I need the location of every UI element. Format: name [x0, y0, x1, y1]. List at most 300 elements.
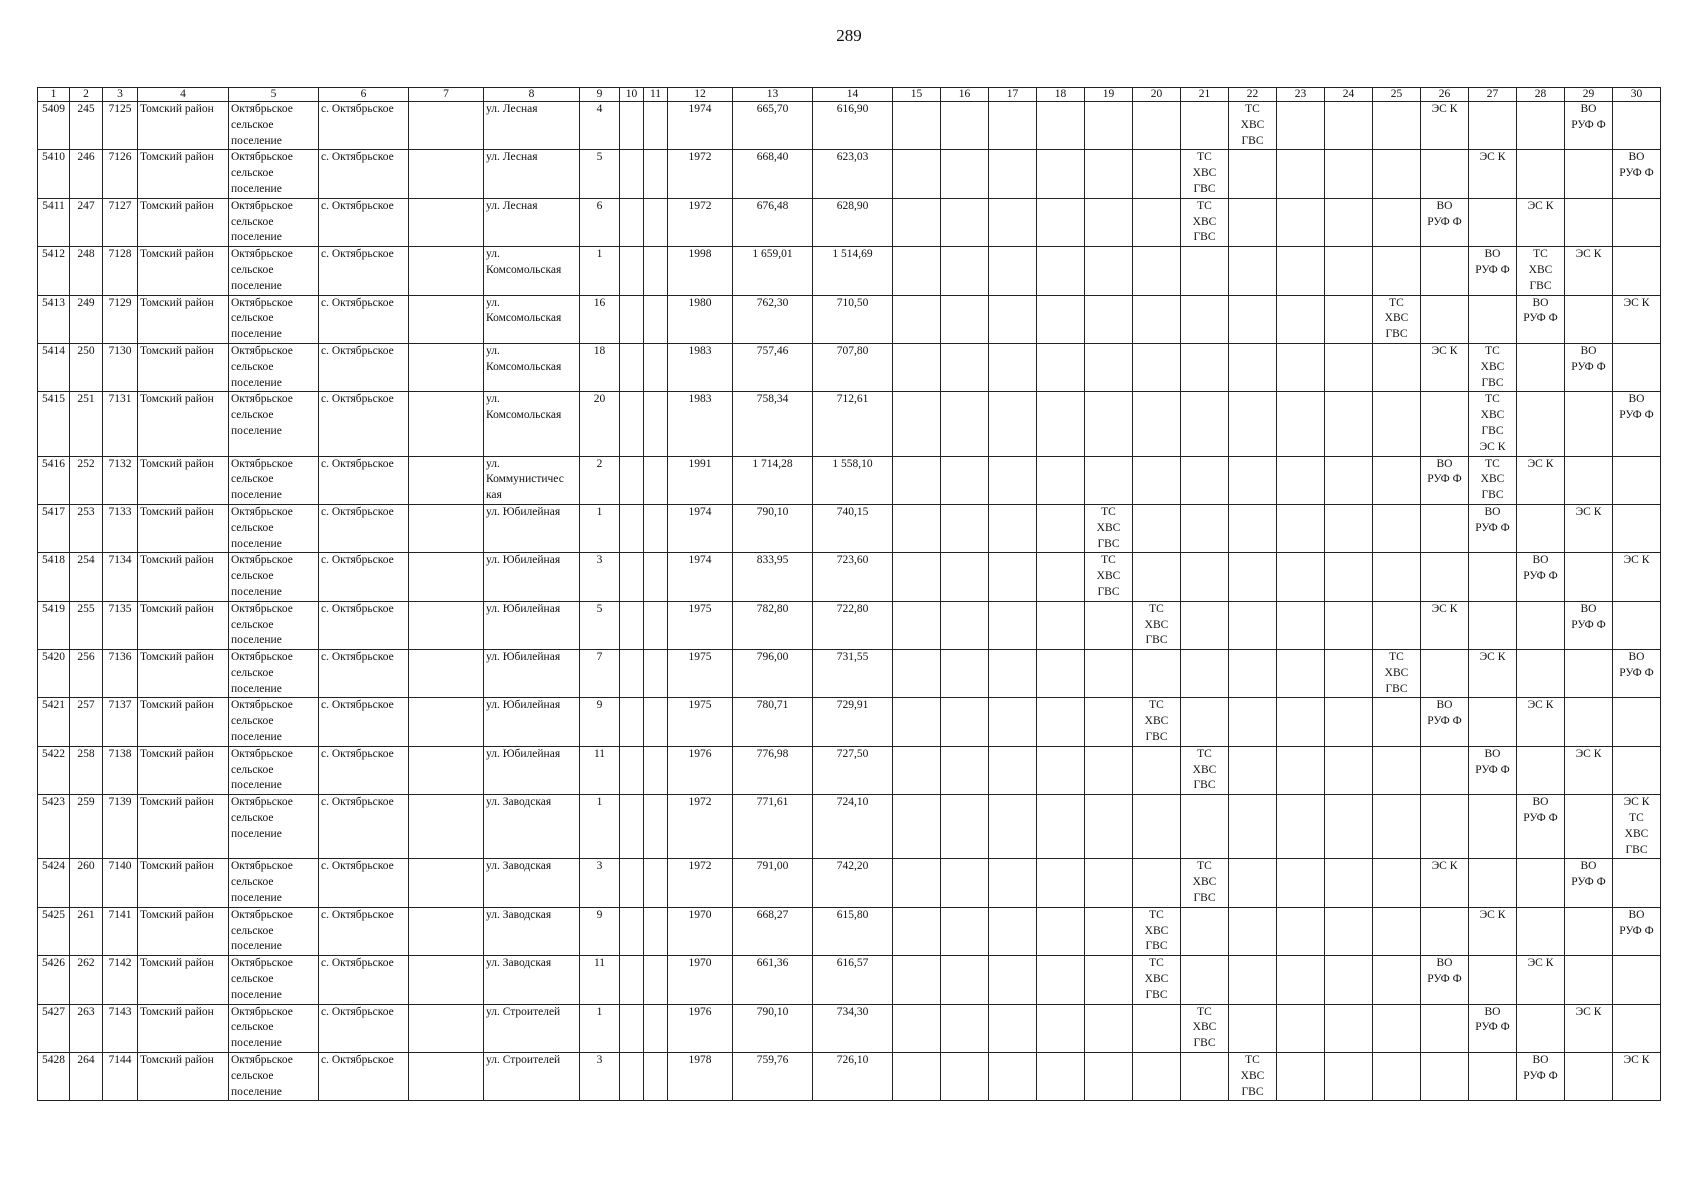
work-mark-cell-16 [941, 746, 989, 794]
code-cell: 7132 [103, 456, 138, 504]
code-cell: 7143 [103, 1004, 138, 1052]
cell-line: ЭС К [1479, 651, 1506, 664]
work-mark-cell-29 [1565, 295, 1613, 343]
work-mark-cell-30 [1613, 392, 1661, 456]
locality-cell: с. Октябрьское [319, 795, 409, 859]
cell-line: РУФ Ф [1571, 618, 1606, 631]
cell-line: ул. [486, 296, 500, 309]
work-mark-cell-21 [1181, 102, 1229, 150]
cell-line: кая [486, 489, 502, 502]
cell-line: ТС [1245, 103, 1260, 115]
column-11-cell [644, 198, 668, 246]
cell-line: ул. Юбилейная [486, 699, 561, 712]
cell-line: ВО [1532, 1054, 1549, 1067]
settlement-cell [229, 907, 319, 955]
work-mark-cell-23 [1277, 1053, 1325, 1101]
work-mark-cell-29 [1565, 150, 1613, 198]
work-mark-cell-26 [1421, 295, 1469, 343]
street-cell [484, 150, 580, 198]
district-cell: Томский район [138, 601, 229, 649]
work-mark-cell-19 [1085, 392, 1133, 456]
street-cell [484, 1053, 580, 1101]
index-cell: 254 [70, 553, 103, 601]
living-area-cell: 710,50 [813, 295, 893, 343]
work-mark-cell-30 [1613, 650, 1661, 698]
street-cell [484, 1004, 580, 1052]
living-area-cell: 623,03 [813, 150, 893, 198]
work-mark-cell-26 [1421, 102, 1469, 150]
column-10-cell [620, 650, 644, 698]
settlement-cell [229, 504, 319, 552]
work-mark-cell-18 [1037, 392, 1085, 456]
table-row [38, 553, 1661, 601]
cell-line: сельское [231, 570, 274, 583]
record-number-cell: 5413 [38, 295, 70, 343]
work-mark-cell-18 [1037, 956, 1085, 1004]
work-mark-cell-19 [1085, 295, 1133, 343]
column-header-16: 16 [941, 88, 989, 102]
code-cell: 7127 [103, 198, 138, 246]
work-mark-cell-29 [1565, 553, 1613, 601]
work-mark-cell-25 [1373, 1053, 1421, 1101]
cell-line: Октябрьское [231, 457, 293, 470]
district-cell: Томский район [138, 650, 229, 698]
work-mark-cell-15 [893, 553, 941, 601]
cell-line: ХВС [1192, 876, 1217, 889]
work-mark-cell-16 [941, 343, 989, 391]
house-number-cell: 1 [580, 1004, 620, 1052]
work-mark-cell-23 [1277, 1004, 1325, 1052]
cell-line: ВО [1532, 796, 1549, 809]
locality-cell: с. Октябрьское [319, 698, 409, 746]
work-mark-cell-16 [941, 1053, 989, 1101]
cell-line: сельское [231, 118, 274, 131]
table-row [38, 907, 1661, 955]
column-10-cell [620, 956, 644, 1004]
work-mark-cell-17 [989, 859, 1037, 907]
work-mark-cell-22 [1229, 102, 1277, 150]
living-area-cell: 712,61 [813, 392, 893, 456]
settlement-cell [229, 859, 319, 907]
house-number-cell: 9 [580, 907, 620, 955]
column-10-cell [620, 343, 644, 391]
work-mark-cell-29 [1565, 247, 1613, 295]
work-mark-cell-16 [941, 150, 989, 198]
work-mark-cell-24 [1325, 1053, 1373, 1101]
work-mark-cell-29 [1565, 956, 1613, 1004]
cell-line: Октябрьское [231, 151, 293, 164]
work-mark-cell-23 [1277, 295, 1325, 343]
work-mark-cell-30 [1613, 601, 1661, 649]
work-mark-cell-28 [1517, 392, 1565, 456]
cell-line: ТС [1197, 151, 1212, 164]
cell-line: ГВС [1385, 328, 1408, 341]
cell-line: ВО [1580, 602, 1597, 615]
locality-cell: с. Октябрьское [319, 343, 409, 391]
settlement-cell [229, 198, 319, 246]
cell-line: ЭС К [1623, 554, 1650, 567]
work-mark-cell-18 [1037, 102, 1085, 150]
cell-line: ГВС [1193, 182, 1216, 195]
street-cell [484, 247, 580, 295]
work-mark-cell-25 [1373, 601, 1421, 649]
column-7-cell [409, 247, 484, 295]
cell-line: ул. Юбилейная [486, 651, 561, 664]
work-mark-cell-28 [1517, 1004, 1565, 1052]
street-cell [484, 698, 580, 746]
living-area-cell: 731,55 [813, 650, 893, 698]
index-cell: 260 [70, 859, 103, 907]
cell-line: ГВС [1193, 779, 1216, 792]
column-header-26: 26 [1421, 88, 1469, 102]
cell-line: ГВС [1097, 537, 1120, 550]
settlement-cell [229, 150, 319, 198]
work-mark-cell-23 [1277, 698, 1325, 746]
work-mark-cell-20 [1133, 456, 1181, 504]
work-mark-cell-16 [941, 504, 989, 552]
work-mark-cell-18 [1037, 343, 1085, 391]
work-mark-cell-29 [1565, 504, 1613, 552]
work-mark-cell-23 [1277, 456, 1325, 504]
house-number-cell: 1 [580, 504, 620, 552]
street-cell [484, 746, 580, 794]
district-cell: Томский район [138, 392, 229, 456]
district-cell: Томский район [138, 698, 229, 746]
house-number-cell: 4 [580, 102, 620, 150]
work-mark-cell-21 [1181, 150, 1229, 198]
work-mark-cell-18 [1037, 907, 1085, 955]
work-mark-cell-17 [989, 746, 1037, 794]
work-mark-cell-23 [1277, 746, 1325, 794]
page-number: 289 [836, 26, 862, 45]
column-header-5: 5 [229, 88, 319, 102]
work-mark-cell-18 [1037, 553, 1085, 601]
record-number-cell: 5425 [38, 907, 70, 955]
work-mark-cell-15 [893, 956, 941, 1004]
work-mark-cell-23 [1277, 102, 1325, 150]
work-mark-cell-24 [1325, 504, 1373, 552]
column-11-cell [644, 343, 668, 391]
column-10-cell [620, 795, 644, 859]
work-mark-cell-24 [1325, 907, 1373, 955]
code-cell: 7144 [103, 1053, 138, 1101]
column-11-cell [644, 504, 668, 552]
settlement-cell [229, 343, 319, 391]
house-number-cell: 3 [580, 1053, 620, 1101]
column-header-29: 29 [1565, 88, 1613, 102]
work-mark-cell-21 [1181, 956, 1229, 1004]
cell-line: поселение [231, 134, 282, 147]
cell-line: ЭС К [1431, 344, 1458, 357]
cell-line: Октябрьское [231, 1005, 293, 1018]
house-number-cell: 11 [580, 956, 620, 1004]
work-mark-cell-15 [893, 392, 941, 456]
cell-line: сельское [231, 263, 274, 276]
cell-line: ХВС [1144, 715, 1169, 728]
column-10-cell [620, 553, 644, 601]
cell-line: ул. [486, 248, 500, 261]
work-mark-cell-28 [1517, 504, 1565, 552]
locality-cell: с. Октябрьское [319, 295, 409, 343]
house-number-cell: 5 [580, 601, 620, 649]
work-mark-cell-29 [1565, 1004, 1613, 1052]
work-mark-cell-26 [1421, 795, 1469, 859]
district-cell: Томский район [138, 553, 229, 601]
locality-cell: с. Октябрьское [319, 392, 409, 456]
index-cell: 248 [70, 247, 103, 295]
work-mark-cell-18 [1037, 247, 1085, 295]
work-mark-cell-17 [989, 392, 1037, 456]
cell-line: ГВС [1625, 843, 1648, 856]
column-10-cell [620, 601, 644, 649]
work-mark-cell-30 [1613, 1004, 1661, 1052]
column-10-cell [620, 504, 644, 552]
code-cell: 7136 [103, 650, 138, 698]
table-row [38, 198, 1661, 246]
cell-line: сельское [231, 409, 274, 422]
work-mark-cell-17 [989, 456, 1037, 504]
record-number-cell: 5411 [38, 198, 70, 246]
column-header-2: 2 [70, 88, 103, 102]
work-mark-cell-19 [1085, 102, 1133, 150]
work-mark-cell-20 [1133, 795, 1181, 859]
work-mark-cell-25 [1373, 907, 1421, 955]
work-mark-cell-25 [1373, 1004, 1421, 1052]
column-11-cell [644, 650, 668, 698]
work-mark-cell-21 [1181, 859, 1229, 907]
work-mark-cell-27 [1469, 698, 1517, 746]
cell-line: ХВС [1192, 215, 1217, 228]
work-mark-cell-27 [1469, 553, 1517, 601]
district-cell: Томский район [138, 859, 229, 907]
code-cell: 7131 [103, 392, 138, 456]
cell-line: ГВС [1481, 424, 1504, 437]
column-header-14: 14 [813, 88, 893, 102]
work-mark-cell-28 [1517, 1053, 1565, 1101]
work-mark-cell-29 [1565, 907, 1613, 955]
cell-line: Октябрьское [231, 393, 293, 406]
cell-line: ТС [1245, 1054, 1260, 1067]
house-number-cell: 3 [580, 553, 620, 601]
year-cell: 1974 [668, 102, 733, 150]
work-mark-cell-24 [1325, 198, 1373, 246]
work-mark-cell-28 [1517, 650, 1565, 698]
cell-line: Октябрьское [231, 699, 293, 712]
work-mark-cell-15 [893, 295, 941, 343]
work-mark-cell-21 [1181, 795, 1229, 859]
work-mark-cell-23 [1277, 795, 1325, 859]
column-11-cell [644, 102, 668, 150]
cell-line: ГВС [1241, 1085, 1264, 1098]
column-7-cell [409, 198, 484, 246]
work-mark-cell-15 [893, 907, 941, 955]
work-mark-cell-30 [1613, 102, 1661, 150]
work-mark-cell-21 [1181, 392, 1229, 456]
work-mark-cell-30 [1613, 343, 1661, 391]
column-10-cell [620, 247, 644, 295]
living-area-cell: 707,80 [813, 343, 893, 391]
work-mark-cell-24 [1325, 795, 1373, 859]
cell-line: РУФ Ф [1571, 118, 1606, 131]
cell-line: ГВС [1385, 682, 1408, 695]
locality-cell: с. Октябрьское [319, 102, 409, 150]
living-area-cell: 616,90 [813, 102, 893, 150]
work-mark-cell-18 [1037, 1053, 1085, 1101]
cell-line: РУФ Ф [1619, 409, 1654, 422]
work-mark-cell-30 [1613, 247, 1661, 295]
column-header-6: 6 [319, 88, 409, 102]
total-area-cell: 676,48 [733, 198, 813, 246]
work-mark-cell-17 [989, 907, 1037, 955]
table-row [38, 150, 1661, 198]
street-cell [484, 795, 580, 859]
cell-line: ТС [1149, 957, 1164, 970]
settlement-cell [229, 795, 319, 859]
cell-line: поселение [231, 731, 282, 744]
cell-line: ГВС [1145, 731, 1168, 744]
cell-line: ЭС К [1575, 747, 1602, 760]
work-mark-cell-20 [1133, 698, 1181, 746]
work-mark-cell-26 [1421, 1053, 1469, 1101]
cell-line: Октябрьское [231, 103, 293, 115]
cell-line: Октябрьское [231, 957, 293, 970]
work-mark-cell-22 [1229, 150, 1277, 198]
cell-line: ТС [1149, 602, 1164, 615]
record-number-cell: 5428 [38, 1053, 70, 1101]
work-mark-cell-25 [1373, 956, 1421, 1004]
cell-line: ул. Юбилейная [486, 554, 561, 567]
cell-line: ГВС [1241, 134, 1264, 147]
cell-line: ВО [1580, 860, 1597, 873]
house-number-cell: 5 [580, 150, 620, 198]
cell-line: поселение [231, 827, 282, 840]
record-number-cell: 5417 [38, 504, 70, 552]
total-area-cell: 1 714,28 [733, 456, 813, 504]
column-header-21: 21 [1181, 88, 1229, 102]
year-cell: 1970 [668, 956, 733, 1004]
work-mark-cell-28 [1517, 601, 1565, 649]
work-mark-cell-17 [989, 102, 1037, 150]
cell-line: Октябрьское [231, 199, 293, 212]
work-mark-cell-30 [1613, 795, 1661, 859]
work-mark-cell-20 [1133, 601, 1181, 649]
work-mark-cell-22 [1229, 1004, 1277, 1052]
column-7-cell [409, 746, 484, 794]
cell-line: ГВС [1481, 376, 1504, 389]
record-number-cell: 5419 [38, 601, 70, 649]
work-mark-cell-19 [1085, 198, 1133, 246]
code-cell: 7135 [103, 601, 138, 649]
table-row [38, 859, 1661, 907]
column-7-cell [409, 795, 484, 859]
work-mark-cell-21 [1181, 1004, 1229, 1052]
column-11-cell [644, 150, 668, 198]
year-cell: 1991 [668, 456, 733, 504]
work-mark-cell-20 [1133, 1004, 1181, 1052]
cell-line: сельское [231, 924, 274, 937]
work-mark-cell-23 [1277, 150, 1325, 198]
house-number-cell: 11 [580, 746, 620, 794]
work-mark-cell-15 [893, 650, 941, 698]
total-area-cell: 796,00 [733, 650, 813, 698]
locality-cell: с. Октябрьское [319, 1053, 409, 1101]
work-mark-cell-28 [1517, 553, 1565, 601]
work-mark-cell-22 [1229, 198, 1277, 246]
work-mark-cell-25 [1373, 247, 1421, 295]
column-11-cell [644, 859, 668, 907]
district-cell: Томский район [138, 150, 229, 198]
cell-line: ул. Юбилейная [486, 602, 561, 615]
settlement-cell [229, 1053, 319, 1101]
cell-line: ВО [1484, 1005, 1501, 1018]
district-cell: Томский район [138, 504, 229, 552]
record-number-cell: 5410 [38, 150, 70, 198]
table-row [38, 746, 1661, 794]
work-mark-cell-19 [1085, 247, 1133, 295]
cell-line: Октябрьское [231, 505, 293, 518]
work-mark-cell-25 [1373, 698, 1421, 746]
cell-line: ТС [1101, 554, 1116, 567]
cell-line: ЭС К [1479, 151, 1506, 164]
index-cell: 246 [70, 150, 103, 198]
work-mark-cell-15 [893, 102, 941, 150]
code-cell: 7138 [103, 746, 138, 794]
work-mark-cell-26 [1421, 343, 1469, 391]
work-mark-cell-30 [1613, 956, 1661, 1004]
work-mark-cell-26 [1421, 907, 1469, 955]
cell-line: ХВС [1384, 312, 1409, 325]
column-10-cell [620, 295, 644, 343]
house-number-cell: 9 [580, 698, 620, 746]
cell-line: РУФ Ф [1427, 973, 1462, 986]
year-cell: 1974 [668, 504, 733, 552]
work-mark-cell-20 [1133, 907, 1181, 955]
total-area-cell: 782,80 [733, 601, 813, 649]
work-mark-cell-15 [893, 1004, 941, 1052]
cell-line: сельское [231, 473, 274, 486]
work-mark-cell-24 [1325, 698, 1373, 746]
work-mark-cell-16 [941, 198, 989, 246]
work-mark-cell-28 [1517, 295, 1565, 343]
work-mark-cell-27 [1469, 746, 1517, 794]
work-mark-cell-21 [1181, 650, 1229, 698]
year-cell: 1975 [668, 698, 733, 746]
column-11-cell [644, 553, 668, 601]
cell-line: РУФ Ф [1619, 167, 1654, 180]
work-mark-cell-27 [1469, 343, 1517, 391]
cell-line: ул. Строителей [486, 1005, 561, 1018]
column-header-27: 27 [1469, 88, 1517, 102]
locality-cell: с. Октябрьское [319, 859, 409, 907]
work-mark-cell-16 [941, 601, 989, 649]
cell-line: РУФ Ф [1475, 763, 1510, 776]
work-mark-cell-28 [1517, 746, 1565, 794]
cell-line: ЭС К [1431, 860, 1458, 873]
record-number-cell: 5426 [38, 956, 70, 1004]
work-mark-cell-27 [1469, 198, 1517, 246]
cell-line: ТС [1101, 505, 1116, 518]
work-mark-cell-23 [1277, 859, 1325, 907]
cell-line: Октябрьское [231, 796, 293, 809]
column-7-cell [409, 102, 484, 150]
work-mark-cell-15 [893, 456, 941, 504]
work-mark-cell-27 [1469, 1004, 1517, 1052]
cell-line: РУФ Ф [1427, 215, 1462, 228]
cell-line: ГВС [1193, 892, 1216, 905]
cell-line: ул. Заводская [486, 796, 552, 809]
cell-line: ХВС [1096, 521, 1121, 534]
register-table [37, 87, 1661, 1101]
